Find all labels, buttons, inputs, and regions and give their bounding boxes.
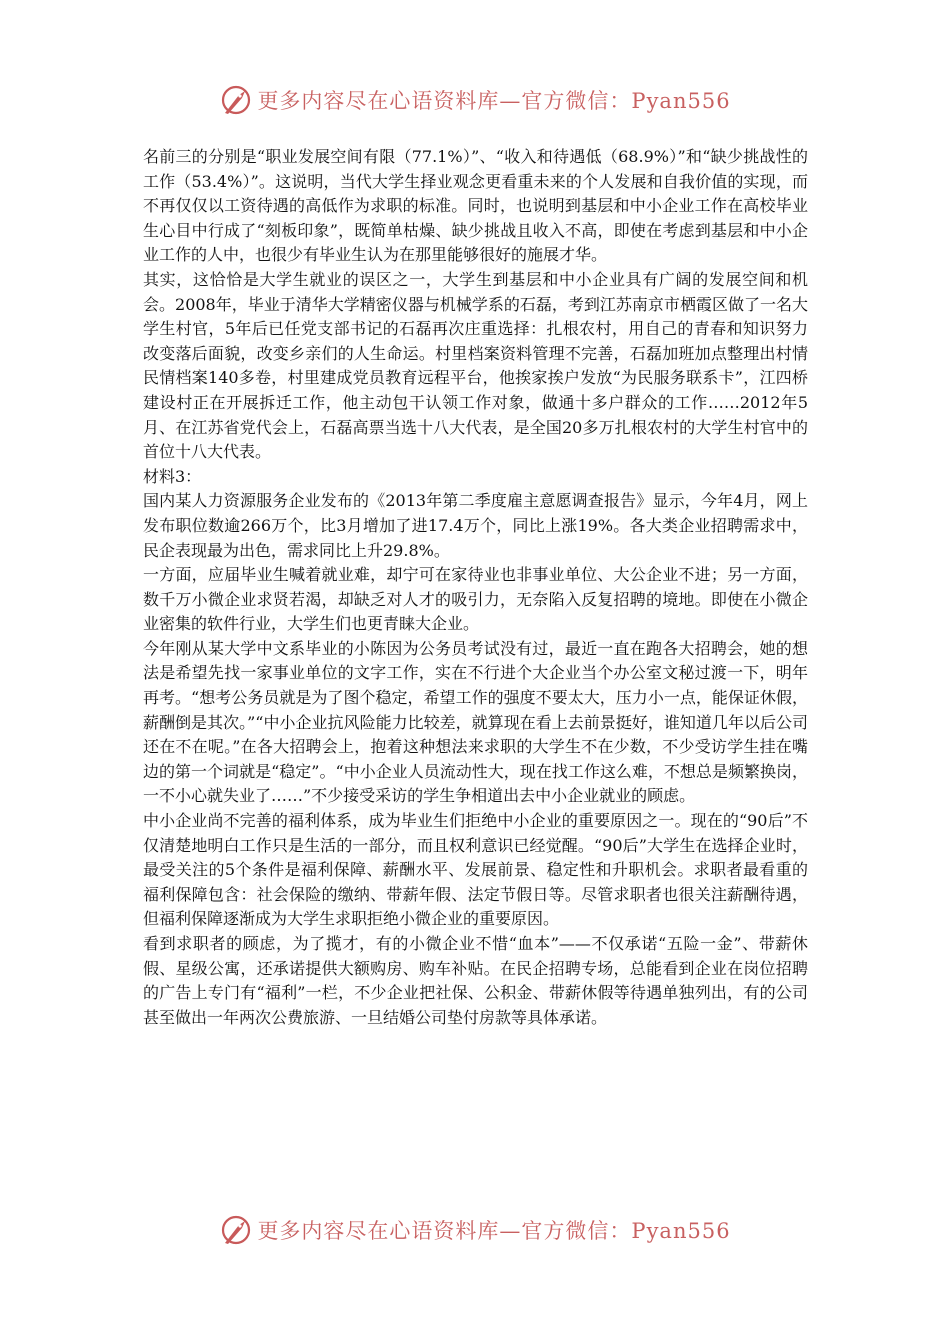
paragraph: 名前三的分别是“职业发展空间有限（77.1%）”、“收入和待遇低（68.9%）”和“缺少挑战性的工作（53.4%）”。这说明，当代大学生择业观念更看重未来的个人发展和自我价值的实现，而不再仅仅以工资待遇的高低作为求职的标准。同时，也说明到基层和中小企业工作在高校毕业生心目中行成了“刻板印象”，既简单枯燥、缺少挑战且收入不高，即使在考虑到基层和中小企业工作的人中，也很少有毕业生认为在那里能够很好的施展才华。: [143, 147, 808, 265]
paragraph: 其实，这恰恰是大学生就业的误区之一，大学生到基层和中小企业具有广阔的发展空间和机会。2008年，毕业于清华大学精密仪器与机械学系的石磊，考到江苏南京市栖霞区做了一名大学生村官，5年后已任党支部书记的石磊再次庄重选择：扎根农村，用自己的青春和知识努力改变落后面貌，改变乡亲们的人生命运。村里档案资料管理不完善，石磊加班加点整理出村情民情档案140多卷，村里建成党员教育远程平台，他挨家挨户发放“为民服务联系卡”，江四桥建设村正在开展拆迁工作，他主动包干认领工作对象，做通十多户群众的工作……2012年5月、在江苏省党代会上，石磊高票当选十八大代表，是全国20多万扎根农村的大学生村官中的首位十八大代表。: [143, 269, 808, 462]
paragraph: 今年刚从某大学中文系毕业的小陈因为公务员考试没有过，最近一直在跑各大招聘会，她的想法是希望先找一家事业单位的文字工作，实在不行进个大企业当个办公室文秘过渡一下，明年再考。“想考公务员就是为了图个稳定，希望工作的强度不要太大，压力小一点，能保证休假，薪酬倒是其次。”“中小企业抗风险能力比较差，就算现在看上去前景挺好，谁知道几年以后公司还在不在呢。”在各大招聘会上，抱着这种想法来求职的大学生不在少数，不少受访学生挂在嘴边的第一个词就是“稳定”。“中小企业人员流动性大，现在找工作这么难，不想总是频繁换岗，一不小心就失业了……”不少接受采访的学生争相道出去中小企业就业的顾虑。: [143, 638, 808, 806]
footer-banner: [0, 1210, 950, 1250]
paragraph: 看到求职者的顾虑，为了揽才，有的小微企业不惜“血本”——不仅承诺“五险一金”、带薪休假、星级公寓，还承诺提供大额购房、购车补贴。在民企招聘专场，总能看到企业在岗位招聘的广告上专门有“福利”一栏，不少企业把社保、公积金、带薪休假等待遇单独列出，有的公司甚至做出一年两次公费旅游、一旦结婚公司垫付房款等具体承诺。: [143, 934, 808, 1027]
paragraph: 一方面，应届毕业生喊着就业难，却宁可在家待业也非事业单位、大公企业不进；另一方面，数千万小微企业求贤若渴，却缺乏对人才的吸引力，无奈陷入反复招聘的境地。即使在小微企业密集的软件行业，大学生们也更青睐大企业。: [143, 565, 808, 634]
paragraph: 国内某人力资源服务企业发布的《2013年第二季度雇主意愿调查报告》显示，今年4月，网上发布职位数逾266万个，比3月增加了进17.4万个，同比上涨19%。各大类企业招聘需求中，民企表现最为出色，需求同比上升29.8%。: [143, 491, 808, 560]
header-banner-text: 更多内容尽在心语资料库—官方微信：Pyan556: [257, 89, 731, 113]
paragraph: 中小企业尚不完善的福利体系，成为毕业生们拒绝中小企业的重要原因之一。现在的“90后”不仅清楚地明白工作只是生活的一部分，而且权利意识已经觉醒。“90后”大学生在选择企业时，最受关注的5个条件是福利保障、薪酬水平、发展前景、稳定性和升职机会。求职者最看重的福利保障包含：社会保险的缴纳、带薪年假、法定节假日等。尽管求职者也很关注薪酬待遇，但福利保障逐渐成为大学生求职拒绝小微企业的重要原因。: [143, 811, 808, 929]
footer-banner-text: 更多内容尽在心语资料库—官方微信：Pyan556: [257, 1219, 731, 1243]
pen-nib-icon: [219, 1213, 253, 1247]
pen-nib-icon: [219, 83, 253, 117]
article-body: [143, 145, 808, 1030]
header-banner: [0, 80, 950, 120]
section-label: 材料3：: [143, 466, 202, 486]
